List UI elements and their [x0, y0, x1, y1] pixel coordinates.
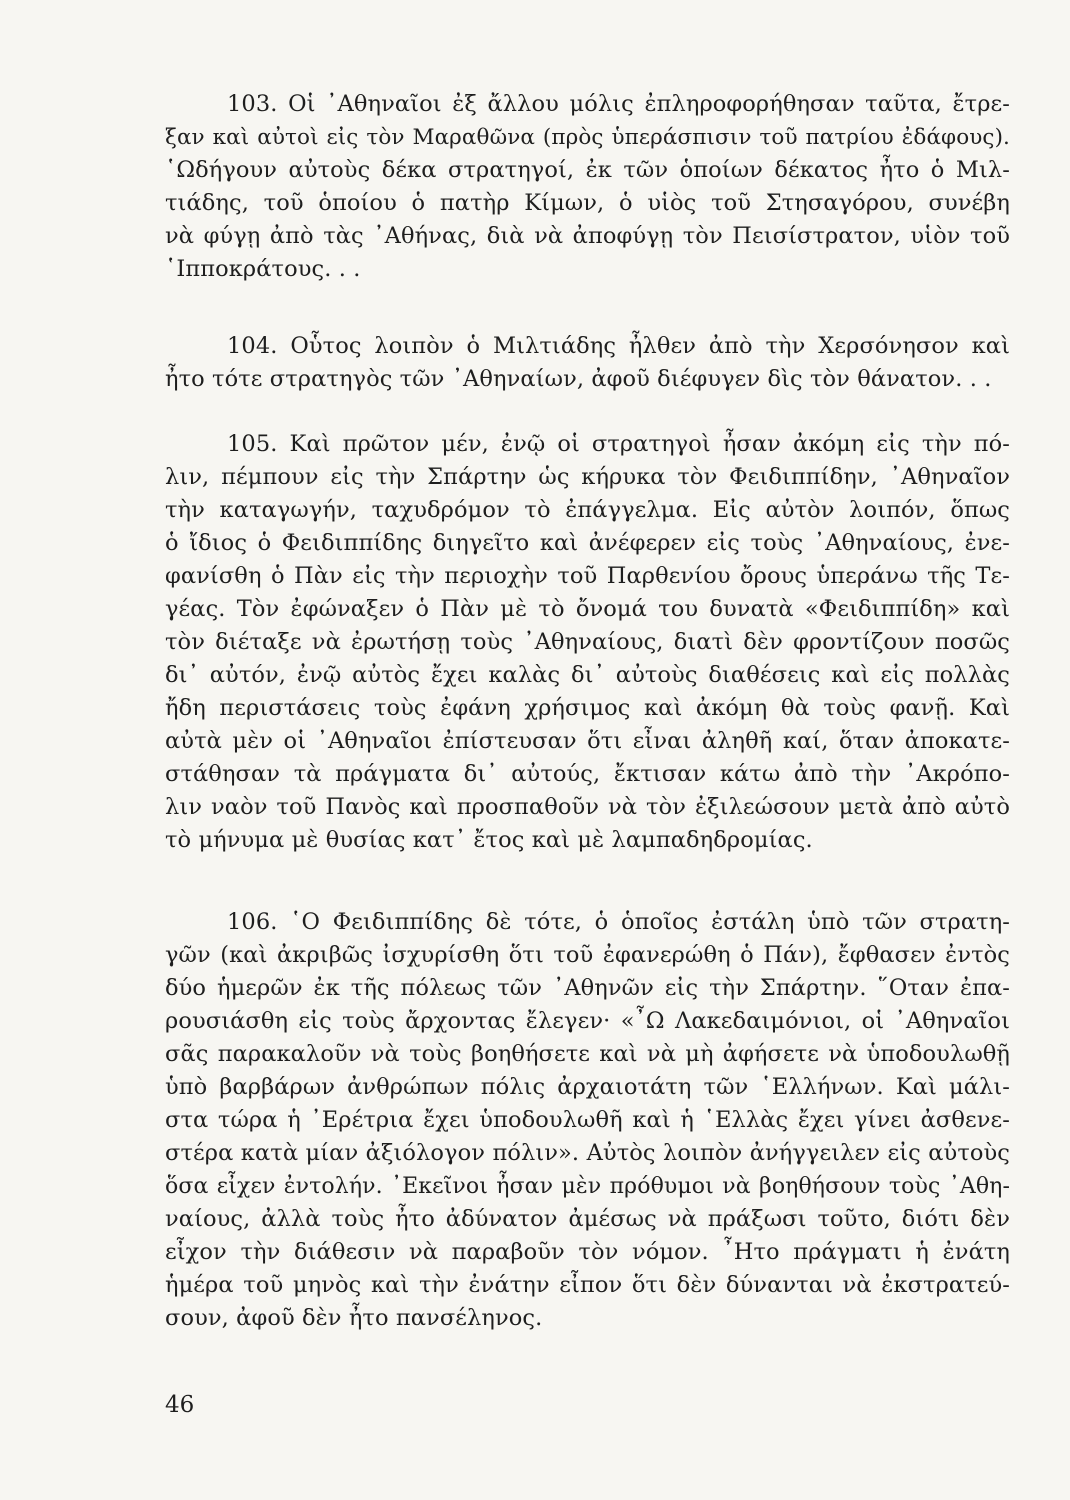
text-line: τὴν καταγωγήν, ταχυδρόμον τὸ ἐπάγγελμα. Εἰς αὐτὸν λοιπόν, ὅπως: [165, 497, 1010, 523]
text-line: ὁ ἴδιος ὁ Φειδιππίδης διηγεῖτο καὶ ἀνέφερεν εἰς τοὺς ᾿Αθηναίους, ἐνε-: [165, 530, 1010, 556]
text-line: τὸ μήνυμα μὲ θυσίας κατ᾿ ἔτος καὶ μὲ λαμπαδηδρομίας.: [165, 827, 813, 853]
paragraph-106: [165, 906, 1010, 1335]
text-line: 106. ῾Ο Φειδιππίδης δὲ τότε, ὁ ὁποῖος ἐστάλη ὑπὸ τῶν στρατη-: [227, 909, 1010, 935]
text-line: ρουσιάσθη εἰς τοὺς ἄρχοντας ἔλεγεν· «῏Ω Λακεδαιμόνιοι, οἱ ᾿Αθηναῖοι: [165, 1008, 1010, 1034]
text-line: δι᾿ αὐτόν, ἐνῷ αὐτὸς ἔχει καλὰς δι᾿ αὐτοὺς διαθέσεις καὶ εἰς πολλὰς: [165, 662, 1010, 688]
text-line: φανίσθη ὁ Πὰν εἰς τὴν περιοχὴν τοῦ Παρθενίου ὄρους ὑπεράνω τῆς Τε-: [165, 563, 1010, 589]
text-line: στάθησαν τὰ πράγματα δι᾿ αὐτούς, ἔκτισαν κάτω ἀπὸ τὴν ᾿Ακρόπο-: [165, 761, 1010, 787]
text-line: ναίους, ἀλλὰ τοὺς ἦτο ἀδύνατον ἀμέσως νὰ πράξωσι τοῦτο, διότι δὲν: [165, 1206, 1010, 1232]
text-line: ἦτο τότε στρατηγὸς τῶν ᾿Αθηναίων, ἀφοῦ διέφυγεν δὶς τὸν θάνατον. . .: [165, 366, 992, 392]
text-line: ῾Ιπποκράτους. . .: [165, 256, 361, 282]
text-line: γῶν (καὶ ἀκριβῶς ἰσχυρίσθη ὅτι τοῦ ἐφανερώθη ὁ Πάν), ἔφθασεν ἐντὸς: [165, 942, 1010, 968]
text-line: 104. Οὗτος λοιπὸν ὁ Μιλτιάδης ἦλθεν ἀπὸ τὴν Χερσόνησον καὶ: [227, 333, 1010, 359]
paragraph-105: [165, 428, 1010, 857]
text-line: λιν ναὸν τοῦ Πανὸς καὶ προσπαθοῦν νὰ τὸν ἐξιλεώσουν μετὰ ἀπὸ αὐτὸ: [165, 794, 1010, 820]
paragraph-103: [165, 88, 1010, 286]
text-line: γέας. Τὸν ἐφώναξεν ὁ Πὰν μὲ τὸ ὄνομά του δυνατὰ «Φειδιππίδη» καὶ: [165, 596, 1010, 622]
text-line: δύο ἡμερῶν ἐκ τῆς πόλεως τῶν ᾿Αθηνῶν εἰς τὴν Σπάρτην. ῞Οταν ἐπα-: [165, 975, 1010, 1001]
text-line: νὰ φύγῃ ἀπὸ τὰς ᾿Αθήνας, διὰ νὰ ἀποφύγῃ τὸν Πεισίστρατον, υἱὸν τοῦ: [165, 223, 1010, 249]
text-line: ξαν καὶ αὐτοὶ εἰς τὸν Μαραθῶνα (πρὸς ὑπεράσπισιν τοῦ πατρίου ἐδάφους).: [165, 125, 1010, 150]
text-line: στέρα κατὰ μίαν ἀξιόλογον πόλιν». Αὐτὸς λοιπὸν ἀνήγγειλεν εἰς αὐτοὺς: [165, 1140, 1010, 1166]
text-line: 105. Καὶ πρῶτον μέν, ἐνῷ οἱ στρατηγοὶ ἦσαν ἀκόμη εἰς τὴν πό-: [227, 431, 1010, 457]
text-line: αὐτὰ μὲν οἱ ᾿Αθηναῖοι ἐπίστευσαν ὅτι εἶναι ἀληθῆ καί, ὅταν ἀποκατε-: [165, 728, 1010, 754]
text-line: σουν, ἀφοῦ δὲν ἦτο πανσέληνος.: [165, 1305, 543, 1331]
text-line: τιάδης, τοῦ ὁποίου ὁ πατὴρ Κίμων, ὁ υἱὸς τοῦ Στησαγόρου, συνέβη: [165, 190, 1010, 216]
text-line: εἶχον τὴν διάθεσιν νὰ παραβοῦν τὸν νόμον. ῏Ητο πράγματι ἡ ἐνάτη: [165, 1239, 1010, 1265]
text-line: ἡμέρα τοῦ μηνὸς καὶ τὴν ἐνάτην εἶπον ὅτι δὲν δύνανται νὰ ἐκστρατεύ-: [165, 1272, 1010, 1298]
text-line: λιν, πέμπουν εἰς τὴν Σπάρτην ὡς κήρυκα τὸν Φειδιππίδην, ᾿Αθηναῖον: [165, 464, 1010, 490]
page-number: 46: [165, 1392, 195, 1418]
text-line: ἤδη περιστάσεις τοὺς ἐφάνη χρήσιμος καὶ ἀκόμη θὰ τοὺς φανῇ. Καὶ: [165, 695, 1010, 721]
text-line: στα τώρα ἡ ᾿Ερέτρια ἔχει ὑποδουλωθῆ καὶ ἡ ῾Ελλὰς ἔχει γίνει ἀσθενε-: [165, 1107, 1010, 1133]
text-line: ῾Ωδήγουν αὐτοὺς δέκα στρατηγοί, ἐκ τῶν ὁποίων δέκατος ἦτο ὁ Μιλ-: [165, 157, 1010, 183]
text-line: 103. Οἱ ᾿Αθηναῖοι ἐξ ἄλλου μόλις ἐπληροφορήθησαν ταῦτα, ἔτρε-: [227, 91, 1010, 117]
text-line: ὑπὸ βαρβάρων ἀνθρώπων πόλις ἀρχαιοτάτη τῶν ῾Ελλήνων. Καὶ μάλι-: [165, 1074, 1010, 1100]
text-line: τὸν διέταξε νὰ ἐρωτήσῃ τοὺς ᾿Αθηναίους, διατὶ δὲν φροντίζουν ποσῶς: [165, 629, 1010, 655]
book-page: [165, 0, 1025, 1500]
text-line: ὅσα εἶχεν ἐντολήν. ᾿Εκεῖνοι ἦσαν μὲν πρόθυμοι νὰ βοηθήσουν τοὺς ᾿Αθη-: [165, 1174, 1010, 1199]
text-line: σᾶς παρακαλοῦν νὰ τοὺς βοηθήσετε καὶ νὰ μὴ ἀφήσετε νὰ ὑποδουλωθῇ: [165, 1041, 1010, 1067]
paragraph-104: [165, 330, 1010, 396]
